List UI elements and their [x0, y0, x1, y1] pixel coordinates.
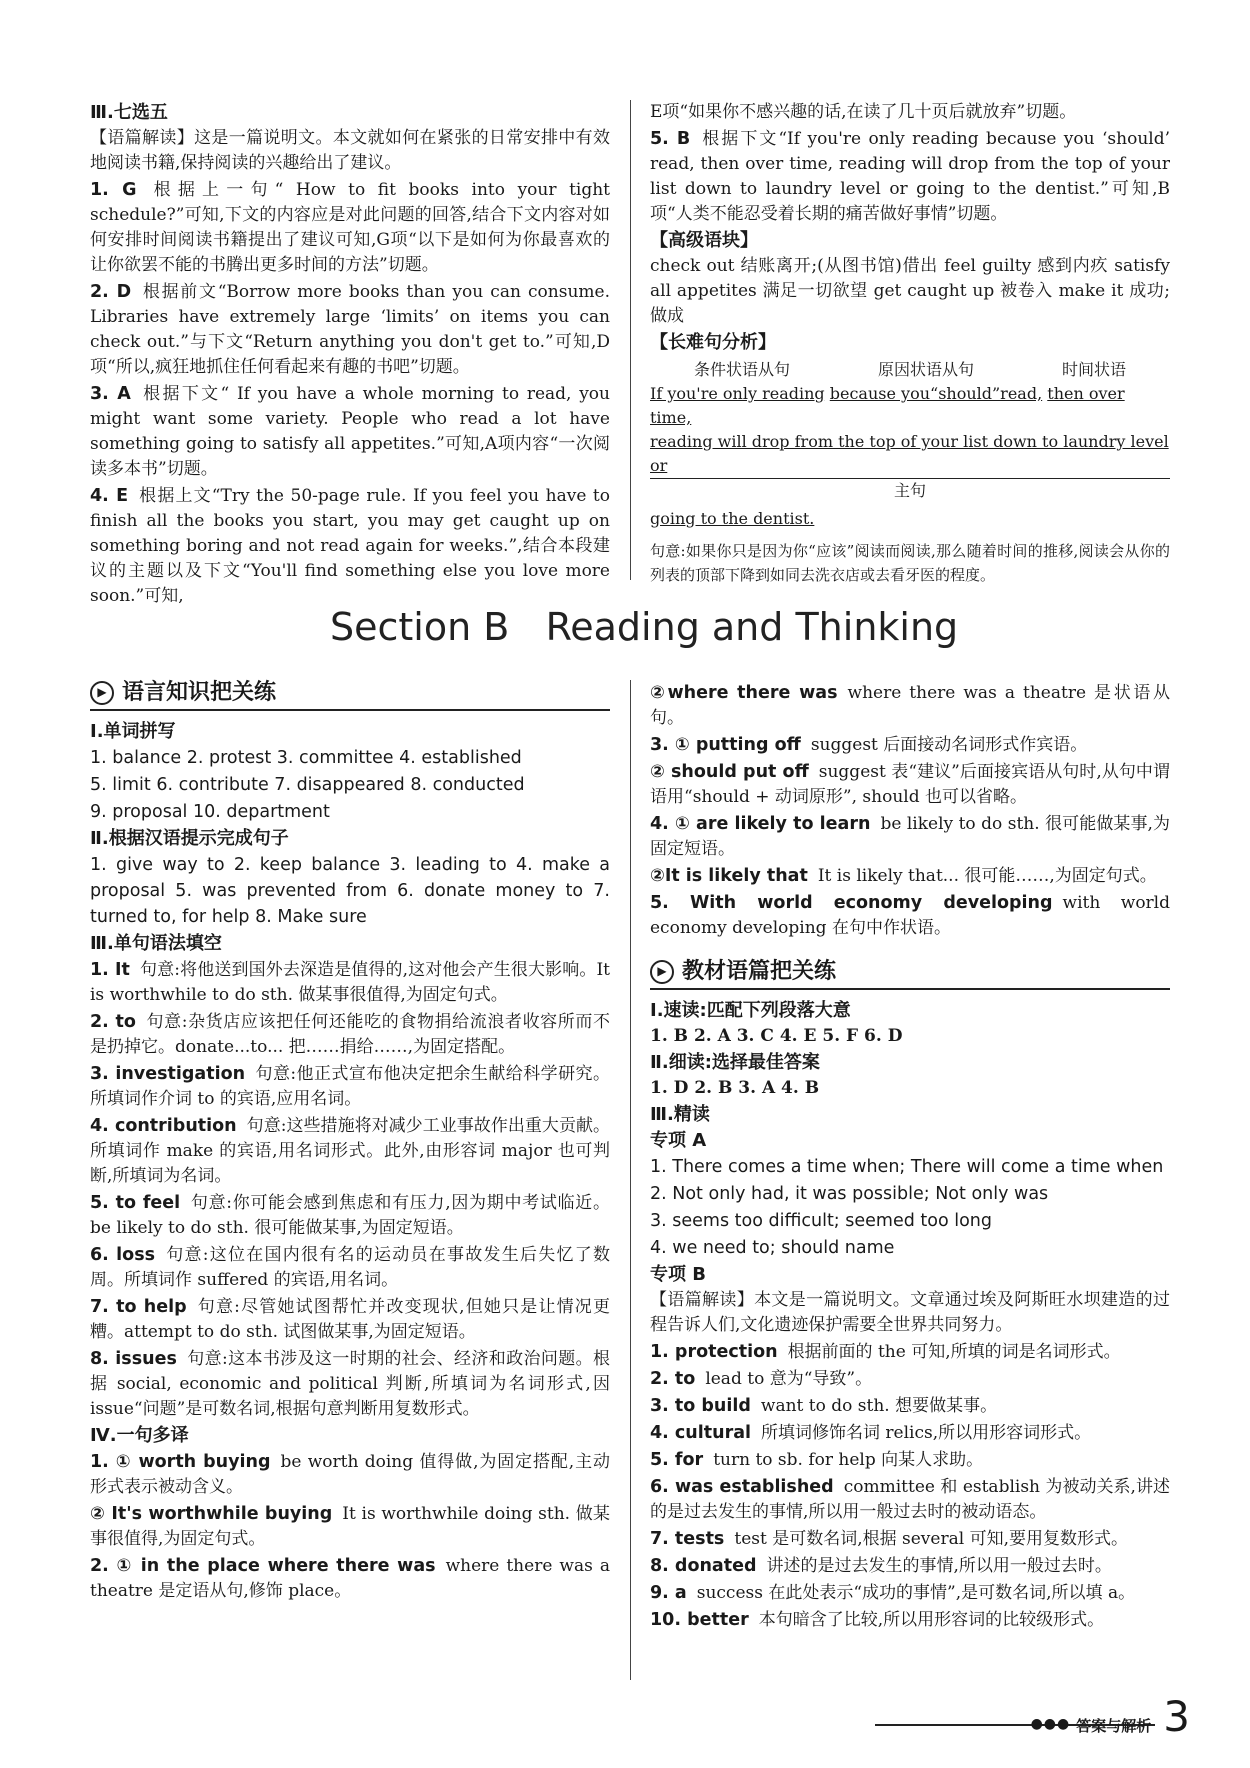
explanation-text: committee 和 establish 为被动关系,讲述的是过去发生的事情,所以用一般过去时的被动语态。	[650, 1477, 1171, 1522]
answer-number: 3. A	[90, 384, 131, 404]
subsection-heading: Ⅰ.速读:匹配下列段落大意	[650, 1000, 851, 1021]
explanation-text: It is likely that... 很可能……,为固定句式。	[817, 866, 1157, 886]
answer-number: ②It is likely that	[650, 866, 808, 886]
answer-number: 2. D	[90, 282, 132, 302]
explanation-item	[90, 1346, 610, 1422]
column-divider-top	[630, 100, 631, 580]
explanation-text: with world economy developing 在句中作状语。	[650, 893, 1171, 938]
explanation-item	[650, 732, 1170, 758]
clause-condition: If you're only reading	[650, 384, 825, 403]
play-icon: ▶	[90, 681, 114, 705]
explanation-item	[90, 1501, 610, 1552]
section-title: Section B Reading and Thinking	[330, 605, 959, 649]
explanation-text: turn to sb. for help 向某人求助。	[713, 1450, 984, 1470]
answer-number: 5. to feel	[90, 1193, 181, 1213]
panel-heading	[90, 680, 610, 711]
explanation-item	[650, 1393, 1170, 1419]
answer-number: 8. donated	[650, 1556, 757, 1576]
sentence-meaning: 句意:如果你只是因为你“应该”阅读而阅读,那么随着时间的推移,阅读会从你的列表的顶部下降到如同去洗衣店或去看牙医的程度。	[650, 542, 1170, 584]
answer-line: 1. D 2. B 3. A 4. B	[650, 1078, 820, 1098]
explanation-item	[650, 126, 1170, 227]
subsection-heading: 【长难句分析】	[650, 332, 776, 353]
answer-line: 1. B 2. A 3. C 4. E 5. F 6. D	[650, 1026, 903, 1046]
main-clause-label: 主句	[893, 481, 926, 500]
answer-number: 6. was established	[650, 1477, 834, 1497]
explanation-text: want to do sth. 想要做某事。	[760, 1396, 998, 1416]
language-panel	[90, 680, 610, 1605]
answer-number: 2. to	[90, 1012, 136, 1032]
explanation-item	[90, 279, 610, 380]
answer-number: 3. ① putting off	[650, 735, 801, 755]
explanation-item	[90, 1113, 610, 1189]
clause-reason: because you“should”read,	[829, 384, 1043, 403]
answer-number: 5. With world economy developing	[650, 893, 1053, 913]
explanation-text: 句意:将他送到国外去深造是值得的,这对他会产生很大影响。It is worthwhile to do sth. 做某事很值得,为固定句式。	[90, 960, 610, 1005]
explanation-text: 句意:尽管她试图帮忙并改变现状,但她只是让情况更糟。attempt to do sth. 试图做某事,为固定短语。	[90, 1297, 610, 1342]
answer-number: 4. cultural	[650, 1423, 752, 1443]
answer-number: 4. ① are likely to learn	[650, 814, 871, 834]
top-left-column	[90, 100, 610, 610]
analysis-line-2: reading will drop from the top of your list down to laundry level or	[650, 430, 1170, 479]
explanation-text: 根据前文“Borrow more books than you can consume. Libraries have extremely large ‘limits’ on items you can check out.”与下文“Return anything you don't get to.”可知,D项“所以,疯狂地抓住任何看起来有趣的书吧”切题。	[90, 282, 610, 377]
explanation-text: E项“如果你不感兴趣的话,在读了几十页后就放弃”切题。	[650, 102, 1077, 122]
explanation-item	[650, 1474, 1170, 1525]
panel-title: 语言知识把关练	[122, 680, 277, 705]
answer-line: 4. we need to; should name	[650, 1238, 895, 1258]
explanation-item	[90, 1294, 610, 1345]
explanation-text: 所填词修饰名词 relics,所以用形容词形式。	[761, 1423, 1092, 1443]
explanation-text: 根据前面的 the 可知,所填的词是名词形式。	[787, 1342, 1121, 1362]
play-icon: ▶	[650, 960, 674, 984]
explanation-item	[650, 1607, 1170, 1633]
explanation-text: 句意:这些措施将对减少工业事故作出重大贡献。所填词作 make 的宾语,用名词形式。此外,由形容词 major 也可判断,所填词为名词。	[90, 1116, 610, 1186]
panel-title: 教材语篇把关练	[682, 959, 837, 984]
explanation-text: 讲述的是过去发生的事情,所以用一般过去时。	[766, 1556, 1112, 1576]
explanation-item	[650, 680, 1170, 731]
explanation-item	[90, 957, 610, 1008]
explanation-text: suggest 表“建议”后面接宾语从句时,从句中谓语用“should + 动词原形”, should 也可以省略。	[650, 762, 1170, 807]
analysis-line-3: going to the dentist.	[650, 509, 815, 528]
explanation-item	[650, 863, 1170, 889]
subsection-heading: 专项 B	[650, 1264, 706, 1285]
explanation-text: 句意:这本书涉及这一时期的社会、经济和政治问题。根据 social, economic and political 判断,所填词为名词形式,因 issue“问题”是可数名词,根据句意判断用复数形式。	[90, 1349, 610, 1419]
answer-number: 3. to build	[650, 1396, 751, 1416]
subsection-heading: Ⅱ.根据汉语提示完成句子	[90, 828, 289, 849]
explanation-text: 根据上文“Try the 50-page rule. If you feel you have to finish all the books you start, you may get caught up on something boring and not read again for weeks.”,结合本段建议的主题以及下文“You'll find something else you love more soon.”可知,	[90, 486, 610, 606]
clause-time: then over time,	[650, 384, 1125, 427]
answer-number: 2. to	[650, 1369, 696, 1389]
explanation-item	[650, 1288, 1170, 1338]
column-divider-bottom	[630, 680, 631, 1680]
subsection-heading: 专项 A	[650, 1130, 707, 1151]
explanation-item	[650, 1339, 1170, 1365]
explanation-item	[650, 890, 1170, 941]
page-footer	[1030, 1692, 1190, 1741]
explanation-text: It is worthwhile doing sth. 做某事很值得,为固定句式。	[90, 1504, 610, 1549]
explanation-text: 根据上一句“ How to fit books into your tight schedule?”可知,下文的内容应是对此问题的回答,结合下文内容对如何安排时间阅读书籍提出了建议可知,G项“以下是如何为你最喜欢的让你欲罢不能的书腾出更多时间的方法”切题。	[90, 180, 611, 275]
explanation-item	[650, 759, 1170, 810]
explanation-text: where there was a theatre 是定语从句,修饰 place。	[90, 1556, 610, 1601]
panel-heading	[650, 959, 1170, 990]
answer-line: 1. There comes a time when; There will come a time when	[650, 1157, 1164, 1177]
explanation-text: check out 结账离开;(从图书馆)借出 feel guilty 感到内疚 satisfy all appetites 满足一切欲望 get caught up 被卷入 make it 成功;做成	[650, 256, 1170, 326]
answer-line: 3. seems too difficult; seemed too long	[650, 1211, 993, 1231]
answer-number: 10. better	[650, 1610, 749, 1630]
answer-number: 1. protection	[650, 1342, 778, 1362]
explanation-item	[90, 1061, 610, 1112]
explanation-item	[650, 1553, 1170, 1579]
explanation-item	[90, 126, 610, 176]
answer-number: 8. issues	[90, 1349, 177, 1369]
explanation-item	[90, 483, 610, 609]
subsection-heading: Ⅲ.单句语法填空	[90, 933, 222, 954]
explanation-text: be likely to do sth. 很可能做某事,为固定短语。	[650, 814, 1171, 859]
explanation-text: 【语篇解读】这是一篇说明文。本文就如何在紧张的日常安排中有效地阅读书籍,保持阅读的兴趣给出了建议。	[90, 128, 610, 173]
explanation-item	[650, 1366, 1170, 1392]
explanation-text: test 是可数名词,根据 several 可知,要用复数形式。	[734, 1529, 1128, 1549]
analysis-label: 原因状语从句	[877, 360, 974, 379]
explanation-item	[90, 1009, 610, 1060]
subsection-heading: Ⅰ.单词拼写	[90, 721, 176, 742]
explanation-text: 句意:这位在国内很有名的运动员在事故发生后失忆了数周。所填词作 suffered 的宾语,用名词。	[90, 1245, 610, 1290]
explanation-item	[90, 1190, 610, 1241]
explanation-text: 句意:他正式宣布他决定把余生献给科学研究。所填词作介词 to 的宾语,应用名词。	[90, 1064, 610, 1109]
explanation-text: 根据下文“ If you have a whole morning to read, you might want some variety. People who read a lot have something going to satisfy all appetites.”可知,A项内容“一次阅读多本书”切题。	[90, 384, 610, 479]
answer-number: 7. tests	[650, 1529, 725, 1549]
answer-number: 2. ① in the place where there was	[90, 1556, 436, 1576]
answer-number: 1. ① worth buying	[90, 1452, 271, 1472]
explanation-item	[650, 100, 1170, 125]
answer-line: 1. balance 2. protest 3. committee 4. established	[90, 748, 522, 768]
explanation-text: 【语篇解读】本文是一篇说明文。文章通过埃及阿斯旺水坝建造的过程告诉人们,文化遗迹保护需要全世界共同努力。	[650, 1290, 1170, 1335]
answer-number: ② should put off	[650, 762, 809, 782]
explanation-item	[650, 1420, 1170, 1446]
explanation-item	[90, 381, 610, 482]
explanation-text: where there was a theatre 是状语从句。	[650, 683, 1170, 728]
answer-number: 5. for	[650, 1450, 704, 1470]
answer-number: 3. investigation	[90, 1064, 246, 1084]
explanation-text: lead to 意为“导致”。	[705, 1369, 873, 1389]
textbook-panel	[650, 680, 1170, 1634]
explanation-item	[90, 1553, 610, 1604]
analysis-labels	[650, 357, 1170, 382]
subsection-heading: 【高级语块】	[650, 230, 758, 251]
explanation-item	[650, 1526, 1170, 1552]
page-number: 3	[1163, 1692, 1190, 1741]
explanation-text: success 在此处表示“成功的事情”,是可数名词,所以填 a。	[696, 1583, 1136, 1603]
answer-number: 6. loss	[90, 1245, 156, 1265]
explanation-text: 根据下文“If you're only reading because you ‘should’ read, then over time, reading will drop from the top of your list down to laundry level or going to the dentist.”可知,B项“人类不能忍受着长期的痛苦做好事情”切题。	[650, 129, 1170, 224]
answer-number: 7. to help	[90, 1297, 187, 1317]
explanation-item	[650, 1447, 1170, 1473]
answer-number: 9. a	[650, 1583, 687, 1603]
footer-dots: ●●●	[1030, 1716, 1071, 1732]
subsection-heading: Ⅲ.精读	[650, 1104, 710, 1125]
explanation-text: be worth doing 值得做,为固定搭配,主动形式表示被动含义。	[90, 1452, 610, 1497]
explanation-text: 句意:杂货店应该把任何还能吃的食物捐给流浪者收容所而不是扔掉它。donate...to... 把……捐给……,为固定搭配。	[90, 1012, 610, 1057]
explanation-item	[650, 254, 1170, 329]
explanation-text: 本句暗含了比较,所以用形容词的比较级形式。	[758, 1610, 1105, 1630]
answer-line: 9. proposal 10. department	[90, 802, 330, 822]
answer-number: ②where there was	[650, 683, 838, 703]
top-right-column	[650, 100, 1170, 588]
explanation-item	[650, 811, 1170, 862]
analysis-label: 时间状语	[1061, 360, 1126, 379]
explanation-text: 句意:你可能会感到焦虑和有压力,因为期中考试临近。be likely to do sth. 很可能做某事,为固定短语。	[90, 1193, 610, 1238]
answer-number: 4. contribution	[90, 1116, 237, 1136]
answer-line: 5. limit 6. contribute 7. disappeared 8. conducted	[90, 775, 525, 795]
answer-number: 1. It	[90, 960, 130, 980]
answer-number: ② It's worthwhile buying	[90, 1504, 333, 1524]
analysis-label: 条件状语从句	[693, 360, 790, 379]
explanation-item	[650, 1580, 1170, 1606]
answer-number: 5. B	[650, 129, 691, 149]
subsection-heading: Ⅱ.细读:选择最佳答案	[650, 1052, 820, 1073]
answer-number: 1. G	[90, 180, 137, 200]
explanation-text: suggest 后面接动名词形式作宾语。	[810, 735, 1088, 755]
subsection-heading: Ⅳ.一句多译	[90, 1425, 189, 1446]
subsection-heading: Ⅲ.七选五	[90, 102, 168, 123]
answer-line: 1. give way to 2. keep balance 3. leading to 4. make a proposal 5. was prevented from 6. donate money to 7. turned to, for help 8. Make sure	[90, 855, 610, 927]
explanation-item	[90, 1242, 610, 1293]
answer-line: 2. Not only had, it was possible; Not only was	[650, 1184, 1049, 1204]
answer-number: 4. E	[90, 486, 129, 506]
sentence-analysis	[650, 357, 1170, 587]
explanation-item	[90, 177, 610, 278]
footer-label: 答案与解析	[1076, 1717, 1152, 1735]
analysis-line-1	[650, 382, 1170, 430]
explanation-item	[90, 1449, 610, 1500]
